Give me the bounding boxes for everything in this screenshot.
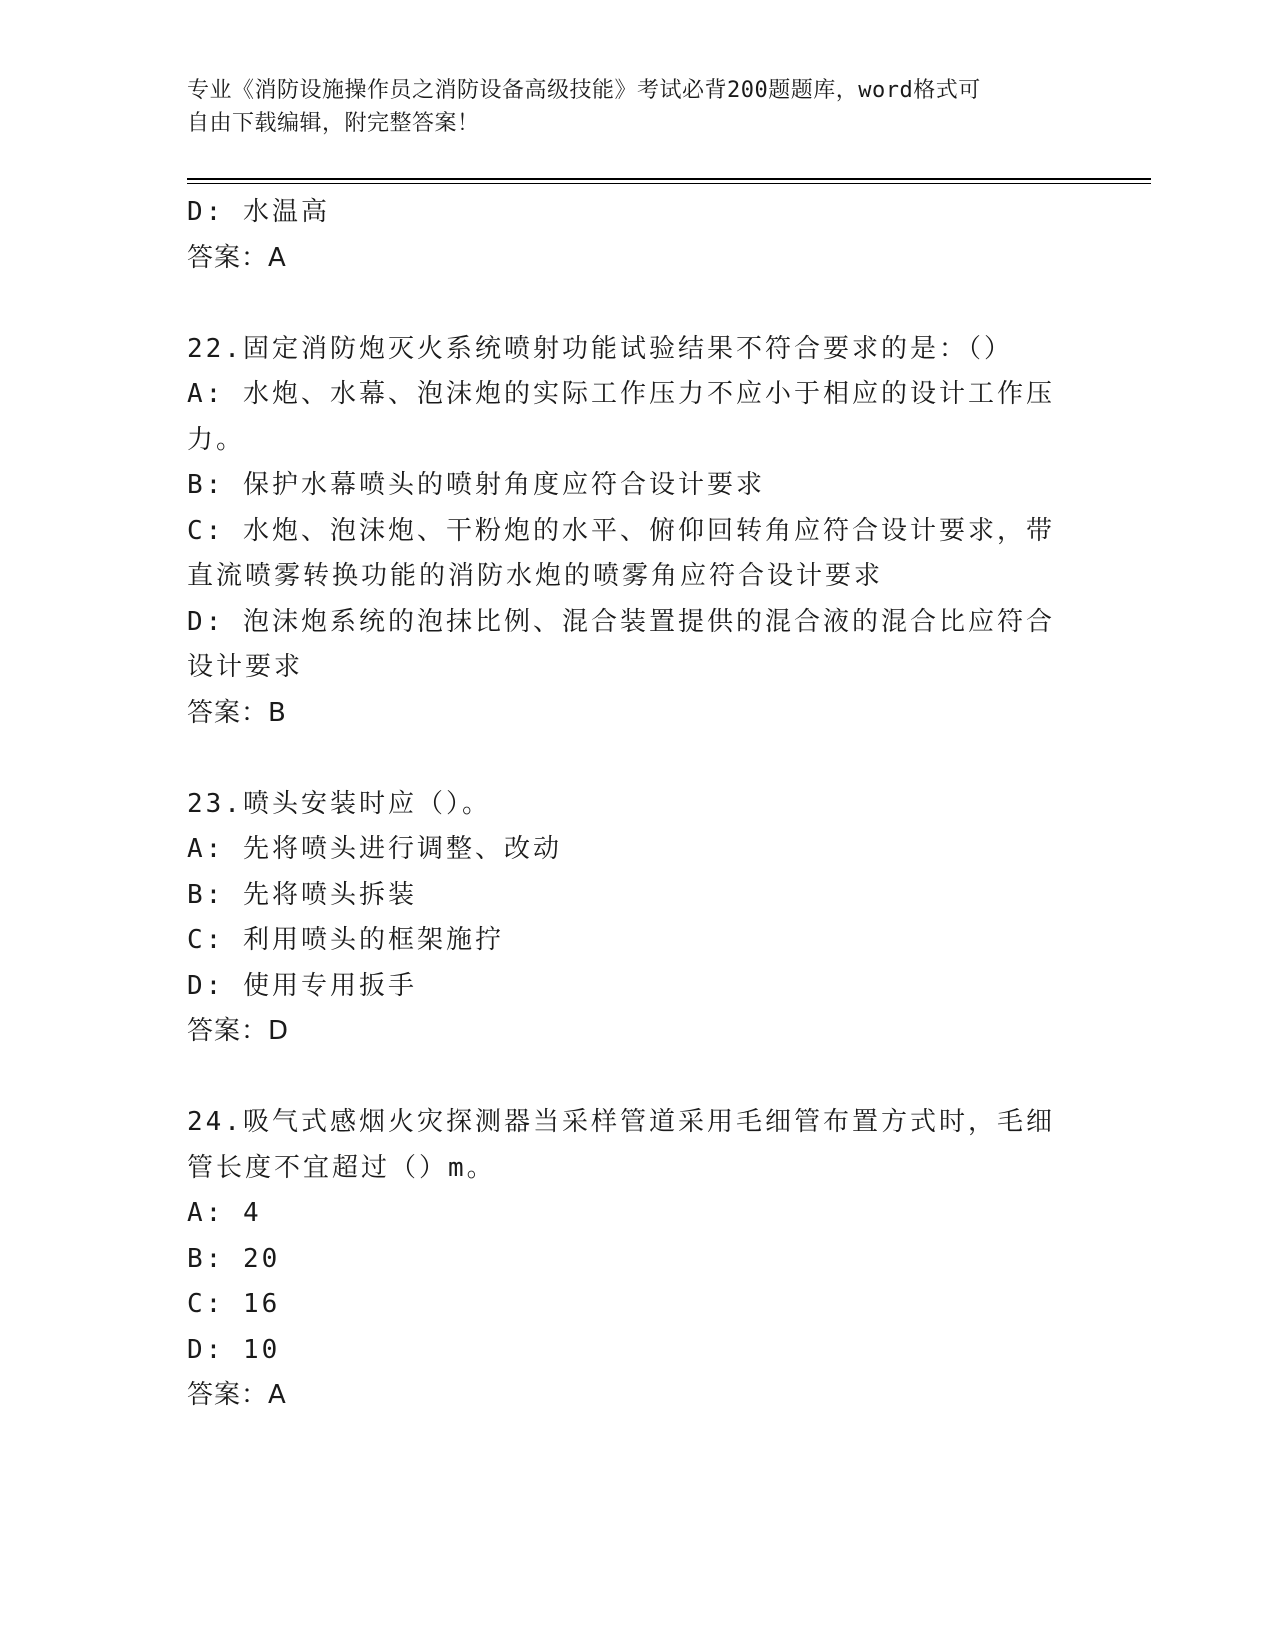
answer: 答案：A [187, 1380, 287, 1410]
answer: 答案：D [187, 1016, 290, 1046]
spacer [187, 736, 1067, 782]
question-24 [187, 1100, 1067, 1419]
question-text: 23.喷头安装时应（）。 [187, 788, 491, 819]
option-b: B: 20 [187, 1243, 281, 1274]
answer: 答案：B [187, 697, 287, 728]
spacer [187, 281, 1067, 327]
spacer [187, 1055, 1067, 1101]
option-d: D: 泡沫炮系统的泡抹比例、混合装置提供的混合液的混合比应符合设计要求 [187, 606, 1055, 682]
question-23 [187, 782, 1067, 1055]
header-divider-thin [187, 183, 1151, 184]
option-b: B: 保护水幕喷头的喷射角度应符合设计要求 [187, 470, 765, 500]
question-content [187, 190, 1067, 1419]
option-a: A: 水炮、水幕、泡沫炮的实际工作压力不应小于相应的设计工作压力。 [187, 379, 1055, 455]
option-c: C: 水炮、泡沫炮、干粉炮的水平、俯仰回转角应符合设计要求，带直流喷雾转换功能的消防水炮的喷雾角应符合设计要求 [187, 515, 1055, 591]
option-a: A: 4 [187, 1198, 262, 1228]
option-d: D: 10 [187, 1334, 281, 1365]
header-line-2: 自由下载编辑，附完整答案！ [187, 111, 480, 136]
option-b: B: 先将喷头拆装 [187, 879, 417, 910]
document-header [187, 74, 1087, 140]
header-line-1: 专业《消防设施操作员之消防设备高级技能》考试必背200题题库，word格式可 [187, 78, 981, 103]
option-c: C: 16 [187, 1289, 281, 1319]
header-divider-thick [187, 178, 1151, 180]
question-text: 24.吸气式感烟火灾探测器当采样管道采用毛细管布置方式时，毛细管长度不宜超过（）m。 [187, 1107, 1055, 1183]
question-22 [187, 327, 1067, 737]
prev-option-d: D: 水温高 [187, 197, 330, 227]
option-c: C: 利用喷头的框架施拧 [187, 925, 504, 955]
option-a: A: 先将喷头进行调整、改动 [187, 834, 562, 864]
question-text: 22.固定消防炮灭火系统喷射功能试验结果不符合要求的是：（） [187, 333, 1013, 364]
option-d: D: 使用专用扳手 [187, 970, 417, 1001]
prev-answer: 答案：A [187, 242, 287, 273]
